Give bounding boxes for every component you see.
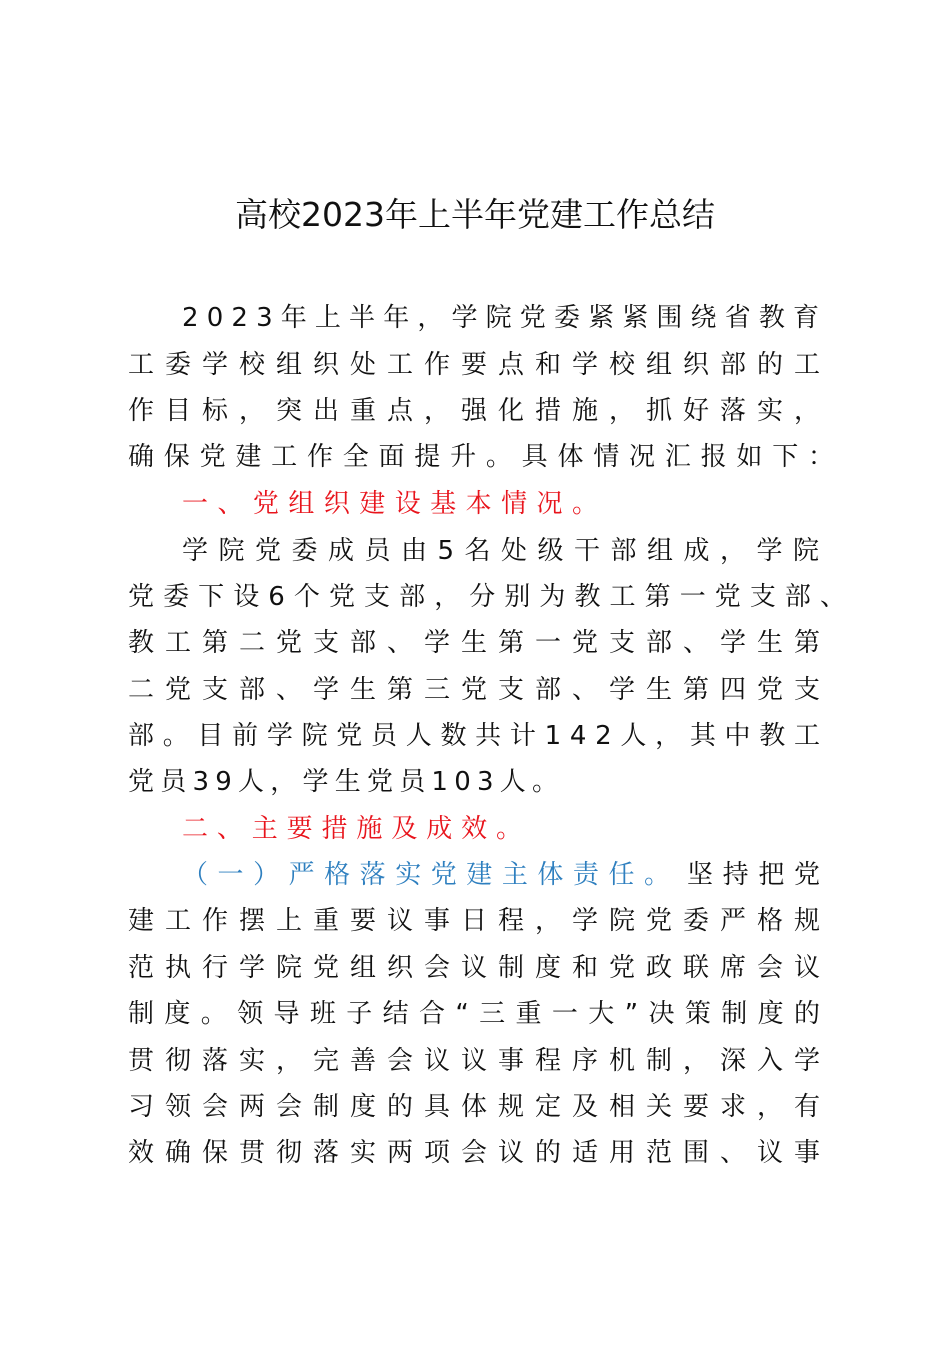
body-line: 学院党委成员由5名处级干部组成，学院 [182,536,830,566]
body-line: 作目标，突出重点，强化措施，抓好落实， [128,396,831,426]
body-line: 教工第二党支部、学生第一党支部、学生第 [128,628,831,658]
body-line: 习领会两会制度的具体规定及相关要求，有 [128,1092,831,1122]
body-line: 2023年上半年，学院党委紧紧围绕省教育 [182,303,828,333]
section-heading-1: 一、党组织建设基本情况。 [182,489,608,519]
body-line: 贯彻落实，完善会议议事程序机制，深入学 [128,1046,831,1076]
body-line: 制度。领导班子结合“三重一大”决策制度的 [128,999,831,1029]
body-line: 坚持把党 [687,860,830,890]
body-line: 效确保贯彻落实两项会议的适用范围、议事 [128,1138,831,1168]
body-line: 范执行学院党组织会议制度和党政联席会议 [128,953,831,983]
body-line: 工委学校组织处工作要点和学校组织部的工 [128,350,831,380]
document-title: 高校2023年上半年党建工作总结 [235,195,715,234]
body-line: 建工作摆上重要议事日程，学院党委严格规 [128,906,831,936]
body-line: 党委下设6个党支部，分别为教工第一党支部、 [128,582,856,612]
body-line: 部。目前学院党员人数共计142人，其中教工 [128,721,829,751]
body-line: 确保党建工作全面提升。具体情况汇报如下： [128,442,844,472]
body-line: 党员39人，学生党员103人。 [128,767,565,797]
subsection-heading-1: （一）严格落实党建主体责任。 [182,860,680,890]
body-line: 二党支部、学生第三党支部、学生第四党支 [128,675,831,705]
section-heading-2: 二、主要措施及成效。 [182,814,531,844]
